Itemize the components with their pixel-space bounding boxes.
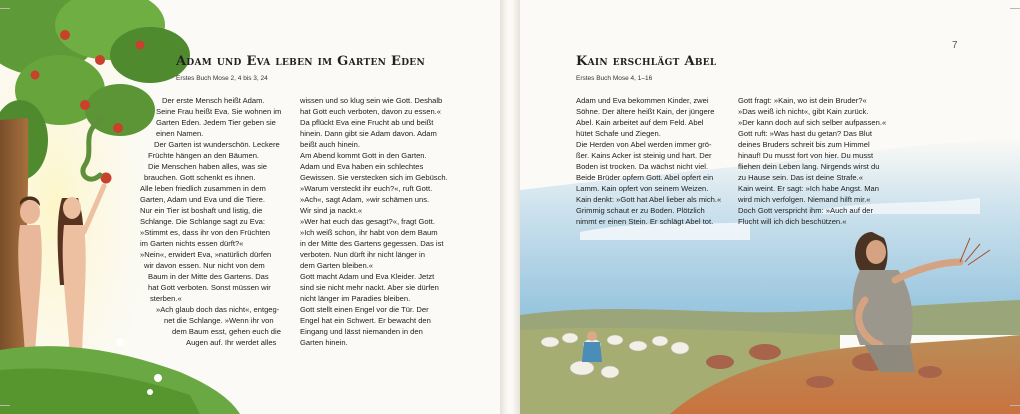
right-page <box>520 0 1020 414</box>
left-page-reference: Erstes Buch Mose 2, 4 bis 3, 24 <box>176 75 268 82</box>
text-line: Garten, Adam und Eva und die Tiere. <box>140 195 265 204</box>
text-line: Abel. Kain arbeitet auf dem Feld. Abel <box>576 118 704 127</box>
text-line: hat Gott euch verboten, davon zu essen.« <box>300 107 441 116</box>
text-line: Schlange. Die Schlange sagt zu Eva: <box>140 217 265 226</box>
text-line: in der Mitte des Gartens gegessen. Das ist <box>300 239 444 248</box>
right-page-reference: Erstes Buch Mose 4, 1–16 <box>576 75 653 82</box>
text-line: hat Gott verboten. Sonst müssen wir <box>148 283 271 292</box>
right-page-column-2 <box>738 95 908 227</box>
text-line: Augen auf. Ihr werdet alles <box>186 338 277 347</box>
page-number: 7 <box>952 40 958 51</box>
text-line: »Das weiß ich nicht«, gibt Kain zurück. <box>738 107 869 116</box>
right-page-column-1 <box>576 95 736 227</box>
text-line: Beide Brüder opfern Gott. Abel opfert ein <box>576 173 714 182</box>
left-page-column-2 <box>300 95 475 348</box>
text-line: Nur ein Tier ist boshaft und listig, die <box>140 206 263 215</box>
text-line: Der Garten ist wunderschön. Leckere <box>154 140 280 149</box>
crop-mark <box>1010 8 1020 9</box>
text-line: Gewissen. Sie verstecken sich im Gebüsch. <box>300 173 448 182</box>
text-line: hinein. Dann gibt sie Adam davon. Adam <box>300 129 437 138</box>
right-page-title: Kain erschlägt Abel <box>576 54 717 69</box>
text-line: Lamm. Kain opfert von seinem Weizen. <box>576 184 709 193</box>
text-line: Gott fragt: »Kain, wo ist dein Bruder?« <box>738 96 867 105</box>
book-gutter <box>500 0 520 414</box>
text-line: sind sie nicht mehr nackt. Aber sie dürfen <box>300 283 439 292</box>
text-line: Der erste Mensch heißt Adam. <box>162 96 265 105</box>
text-line: »Nein«, erwidert Eva, »natürlich dürfen <box>140 250 272 259</box>
crop-mark <box>0 405 10 406</box>
text-line: Die Menschen haben alles, was sie <box>148 162 268 171</box>
text-line: im Garten nichts essen dürft?« <box>140 239 244 248</box>
text-line: Gott stellt einen Engel vor die Tür. Der <box>300 305 429 314</box>
text-line: Adam und Eva haben ein schlechtes <box>300 162 424 171</box>
text-line: Am Abend kommt Gott in den Garten. <box>300 151 427 160</box>
text-line: Doch Gott verspricht ihm: »Auch auf der <box>738 206 874 215</box>
text-line: Früchte hängen an den Bäumen. <box>148 151 260 160</box>
text-line: Seine Frau heißt Eva. Sie wohnen im <box>156 107 282 116</box>
text-line: »Der kann doch auf sich selber aufpassen.« <box>738 118 887 127</box>
text-line: dem Garten bleiben.« <box>300 261 374 270</box>
text-line: Baum in der Mitte des Gartens. Das <box>148 272 269 281</box>
left-page <box>0 0 500 414</box>
text-line: »Ich weiß schon, ihr habt von dem Baum <box>300 228 438 237</box>
text-line: dem Baum esst, gehen euch die <box>172 327 281 336</box>
text-line: »Ach«, sagt Adam, »wir schämen uns. <box>300 195 430 204</box>
text-line: wir davon essen. Nur nicht von dem <box>144 261 265 270</box>
text-line: Kain weint. Er sagt: »Ich habe Angst. Man <box>738 184 879 193</box>
text-line: net die Schlange. »Wenn ihr von <box>164 316 274 325</box>
text-line: sterben.« <box>150 294 182 303</box>
text-line: Gott macht Adam und Eva Kleider. Jetzt <box>300 272 435 281</box>
text-line: »Stimmt es, dass ihr von den Früchten <box>140 228 270 237</box>
text-line: Gott ruft: »Was hast du getan? Das Blut <box>738 129 872 138</box>
text-line: verboten. Nun dürft ihr nicht länger in <box>300 250 425 259</box>
text-line: ßer. Kains Acker ist steinig und hart. Der <box>576 151 712 160</box>
text-line: Da pflückt Eva eine Frucht ab und beißt <box>300 118 434 127</box>
text-line: »Ach glaub doch das nicht«, entgeg- <box>156 305 280 314</box>
text-line: Garten hinein. <box>300 338 348 347</box>
text-line: Garten Eden. Jedem Tier geben sie <box>156 118 276 127</box>
text-line: beißt auch hinein. <box>300 140 360 149</box>
text-line: hütet Schafe und Ziegen. <box>576 129 661 138</box>
crop-mark <box>0 8 10 9</box>
text-line: Adam und Eva bekommen Kinder, zwei <box>576 96 709 105</box>
text-line: »Wer hat euch das gesagt?«, fragt Gott. <box>300 217 435 226</box>
text-line: Söhne. Der ältere heißt Kain, der jüngere <box>576 107 715 116</box>
text-line: Kain denkt: »Gott hat Abel lieber als mich.« <box>576 195 722 204</box>
left-page-column-1 <box>140 95 290 348</box>
text-line: einen Namen. <box>156 129 204 138</box>
text-line: nicht länger im Paradies bleiben. <box>300 294 411 303</box>
text-line: hinauf! Du musst fort von hier. Du musst <box>738 151 874 160</box>
text-line: fliehen dein Leben lang. Nirgends wirst du <box>738 162 880 171</box>
text-line: Grimmig schaut er zu Boden. Plötzlich <box>576 206 705 215</box>
text-line: wird mich verfolgen. Niemand hilft mir.« <box>738 195 871 204</box>
text-line: Engel hat ein Schwert. Er bewacht den <box>300 316 431 325</box>
text-line: deines Bruders schreit bis zum Himmel <box>738 140 870 149</box>
text-line: nimmt er einen Stein. Er schlägt Abel tot. <box>576 217 714 226</box>
text-line: Flucht will ich dich beschützen.« <box>738 217 847 226</box>
left-page-title: Adam und Eva leben im Garten Eden <box>176 54 425 69</box>
crop-mark <box>1010 405 1020 406</box>
text-line: Boden ist trocken. Da wächst nicht viel. <box>576 162 709 171</box>
text-line: Wir sind ja nackt.« <box>300 206 363 215</box>
text-line: »Warum versteckt ihr euch?«, ruft Gott. <box>300 184 433 193</box>
text-line: brauchen. Gott schenkt es ihnen. <box>144 173 256 182</box>
text-line: Die Herden von Abel werden immer grö- <box>576 140 712 149</box>
text-line: Alle leben friedlich zusammen in dem <box>140 184 266 193</box>
text-line: zu Hause sein. Das ist deine Strafe.« <box>738 173 863 182</box>
text-line: Eingang und lässt niemanden in den <box>300 327 423 336</box>
text-line: wissen und so klug sein wie Gott. Deshalb <box>300 96 443 105</box>
